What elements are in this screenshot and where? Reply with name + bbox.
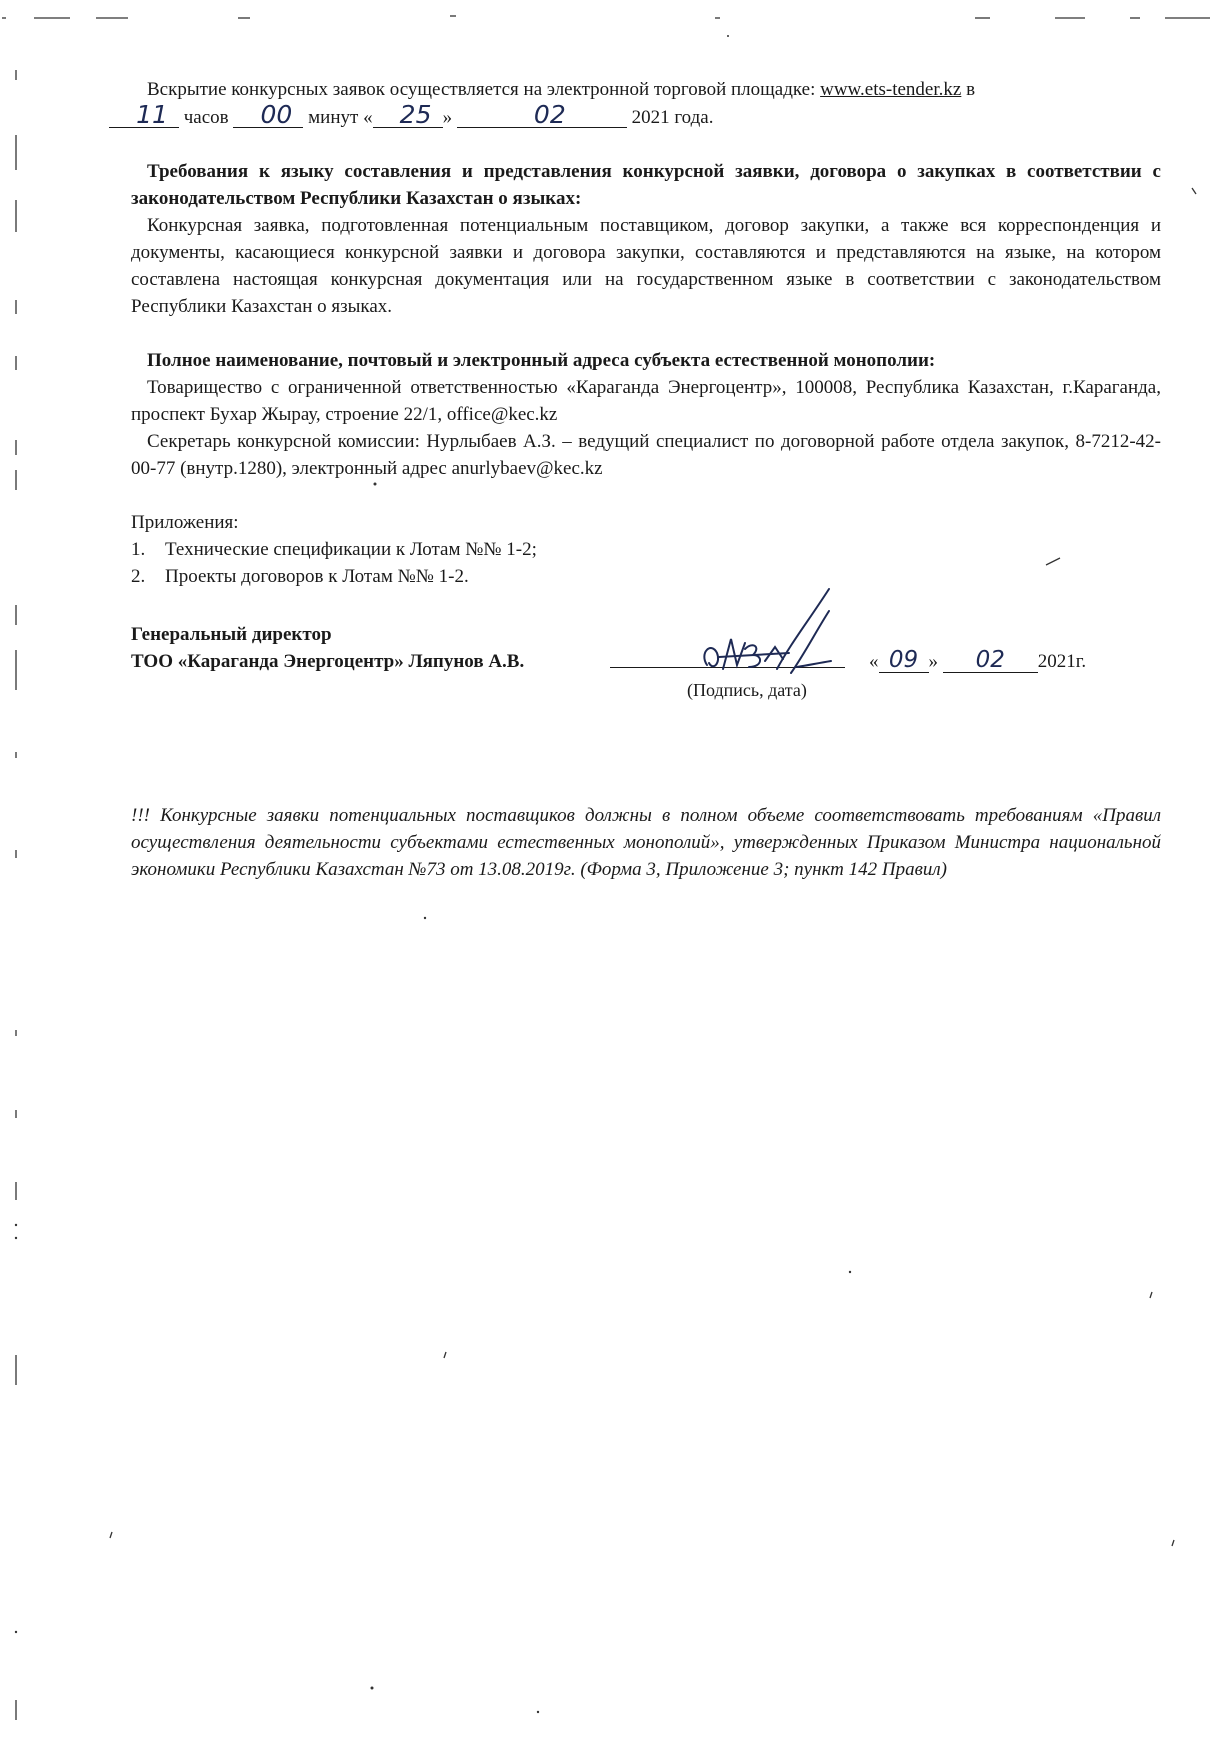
handwritten-signature [679, 583, 879, 683]
opening-year: 2021 года. [631, 107, 714, 128]
attachment-number: 1. [131, 539, 146, 560]
opening-text-end: в [961, 79, 976, 100]
opening-paragraph [131, 76, 1161, 131]
attachment-text: Технические спецификации к Лотам №№ 1-2; [165, 539, 537, 560]
handwritten-day: 25 [373, 103, 443, 128]
handwritten-hour: 11 [109, 103, 179, 128]
secretary-info: Секретарь конкурсной комиссии: Нурлыбаев А.З. – ведущий специалист по договорной работе отдела закупок, 8-7212-42-00-77 (внутр.1280), электронный адрес anurlybaev@kec.kz [131, 431, 1161, 479]
signature-block [131, 621, 1161, 705]
signature-date [869, 648, 1086, 675]
attachments-title: Приложения: [131, 512, 239, 533]
language-body: Конкурсная заявка, подготовленная потенциальным поставщиком, договор закупки, а также вся корреспонденция и документы, касающиеся конкурсной заявки и договора закупки, составляются и представляются на языке, на котором составлена настоящая конкурсная документация или на государственном языке в соответствии с законодательством Республики Казахстан о языках. [131, 215, 1161, 317]
attachments-list [131, 536, 1161, 590]
handwritten-sign-month: 02 [943, 648, 1038, 673]
ets-tender-link[interactable]: www.ets-tender.kz [820, 79, 962, 100]
minutes-word: минут « [308, 107, 373, 128]
attachment-item [131, 536, 1161, 563]
opening-text: Вскрытие конкурсных заявок осуществляется на электронной торговой площадке: [147, 79, 821, 100]
signatory-name: ТОО «Караганда Энергоцентр» Ляпунов А.В. [131, 651, 525, 672]
entity-heading: Полное наименование, почтовый и электронный адреса субъекта естественной монополии: [147, 350, 936, 371]
close-quote: » [442, 107, 453, 128]
handwritten-month: 02 [457, 103, 627, 128]
language-heading: Требования к языку составления и представления конкурсной заявки, договора о закупках в соответствии с законодательством Республики Казахстан о языках: [131, 161, 1161, 209]
date-open-quote: « [869, 651, 879, 672]
date-close-quote: » [928, 651, 938, 672]
attachment-number: 2. [131, 566, 146, 587]
document-body [131, 76, 1161, 705]
compliance-note: !!! Конкурсные заявки потенциальных поставщиков должны в полном объеме соответствовать требованиям «Правил осуществления деятельности субъектами естественных монополий», утвержденных Приказом Министра национальной экономики Республики Казахстан №73 от 13.08.2019г. (Форма 3, Приложение 3; пункт 142 Правил) [131, 805, 1161, 880]
entity-body: Товарищество с ограниченной ответственностью «Караганда Энергоцентр», 100008, Республика Казахстан, г.Караганда, проспект Бухар Жырау, строение 22/1, office@kec.kz [131, 377, 1161, 425]
handwritten-sign-day: 09 [879, 648, 929, 673]
attachment-item [131, 563, 1161, 590]
handwritten-minute: 00 [233, 103, 303, 128]
signature-caption: (Подпись, дата) [687, 680, 807, 700]
signatory-title: Генеральный директор [131, 624, 332, 645]
sign-year: 2021г. [1037, 651, 1087, 672]
hours-word: часов [183, 107, 229, 128]
attachment-text: Проекты договоров к Лотам №№ 1-2. [165, 566, 469, 587]
